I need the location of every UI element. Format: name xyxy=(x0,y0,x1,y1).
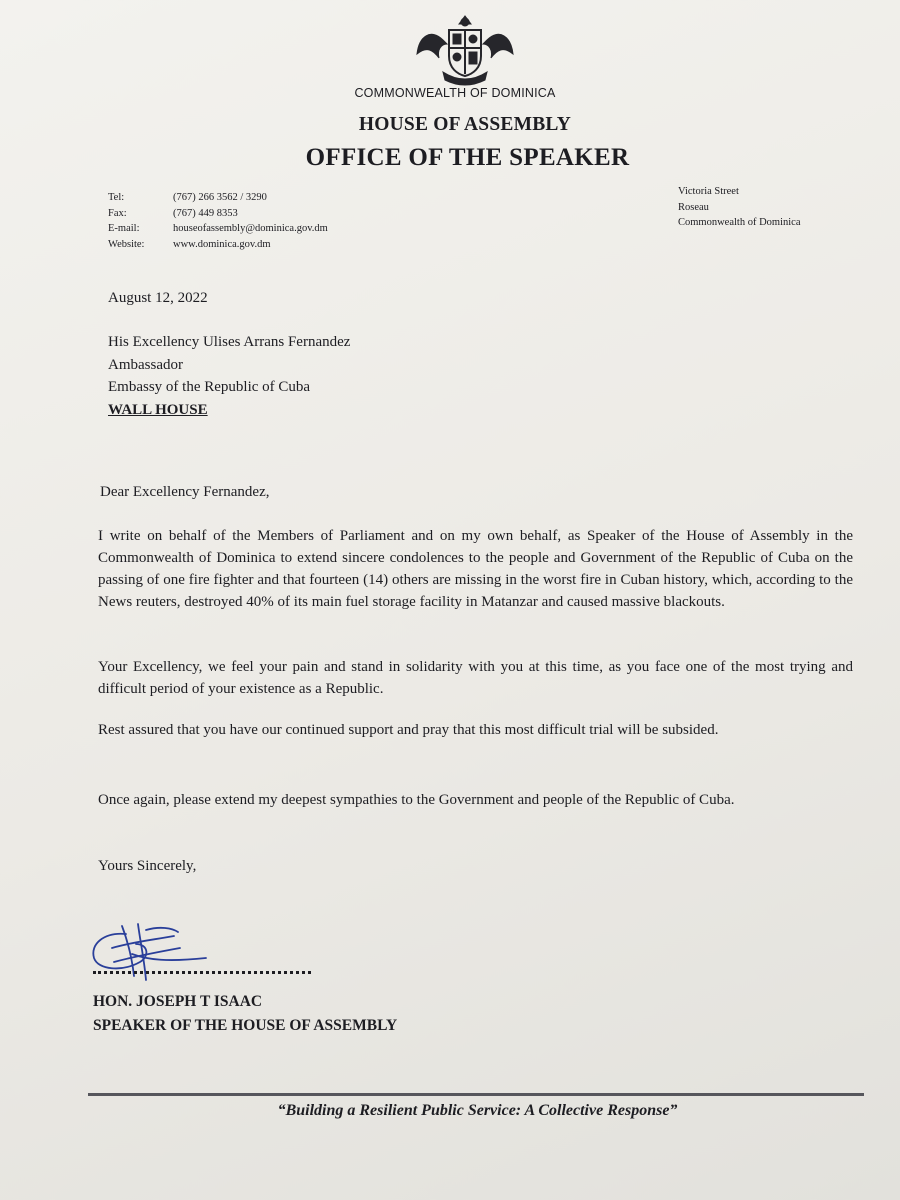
recipient-name: His Excellency Ulises Arrans Fernandez xyxy=(108,334,351,350)
contact-value: (767) 449 8353 xyxy=(173,207,238,219)
address-line: Commonwealth of Dominica xyxy=(678,217,801,228)
recipient-block xyxy=(108,331,350,421)
letter-date: August 12, 2022 xyxy=(108,290,208,306)
contact-label: Website: xyxy=(108,238,145,250)
address-line: Roseau xyxy=(678,201,709,213)
body-paragraph: Once again, please extend my deepest sympathies to the Government and people of the Republic of Cuba. xyxy=(98,792,735,808)
recipient-location: WALL HOUSE xyxy=(108,401,208,418)
contact-value: houseofassembly@dominica.gov.dm xyxy=(173,223,328,234)
contact-label: Fax: xyxy=(108,207,127,219)
letterhead-house: HOUSE OF ASSEMBLY xyxy=(358,114,572,135)
contact-label: Tel: xyxy=(108,192,125,203)
contact-row-tel xyxy=(108,190,328,206)
letterhead-country: COMMONWEALTH OF DOMINICA xyxy=(354,86,556,100)
address-line: Victoria Street xyxy=(678,186,739,197)
contact-block xyxy=(108,190,328,252)
signatory-name: HON. JOSEPH T ISAAC xyxy=(93,993,263,1010)
contact-row-website xyxy=(108,237,328,253)
coat-of-arms-icon xyxy=(413,10,517,86)
contact-value: (767) 266 3562 / 3290 xyxy=(173,192,267,203)
signature-icon xyxy=(88,918,213,986)
body-paragraph: Rest assured that you have our continued support and pray that this most difficult trial will be subsided. xyxy=(98,722,719,738)
footer-divider xyxy=(88,1093,864,1096)
signature-line xyxy=(93,971,311,974)
contact-row-fax xyxy=(108,206,328,222)
signatory-title: SPEAKER OF THE HOUSE OF ASSEMBLY xyxy=(93,1017,398,1034)
recipient-org: Embassy of the Republic of Cuba xyxy=(108,379,311,395)
body-paragraph: I write on behalf of the Members of Parliament and on my own behalf, as Speaker of the House of Assembly in the Commonwealth of Dominica to extend sincere condolences to the people and Government of the Republic of Cuba on the passing of one fire fighter and that fourteen (14) others are missing in the worst fire in Cuban history, which, according to the News reuters, destroyed 40% of its main fuel storage facility in Matanzar and caused massive blackouts. xyxy=(98,528,853,610)
footer-motto: “Building a Resilient Public Service: A Collective Response” xyxy=(277,1102,678,1119)
closing: Yours Sincerely, xyxy=(98,858,197,874)
recipient-title: Ambassador xyxy=(108,356,183,373)
contact-row-email xyxy=(108,221,328,237)
letterhead-office: OFFICE OF THE SPEAKER xyxy=(305,144,630,171)
salutation: Dear Excellency Fernandez, xyxy=(100,484,270,500)
body-paragraph: Your Excellency, we feel your pain and stand in solidarity with you at this time, as you face one of the most trying and difficult period of your existence as a Republic. xyxy=(98,659,853,697)
contact-label: E-mail: xyxy=(108,223,140,234)
contact-value: www.dominica.gov.dm xyxy=(173,238,271,250)
sender-address xyxy=(678,184,800,231)
